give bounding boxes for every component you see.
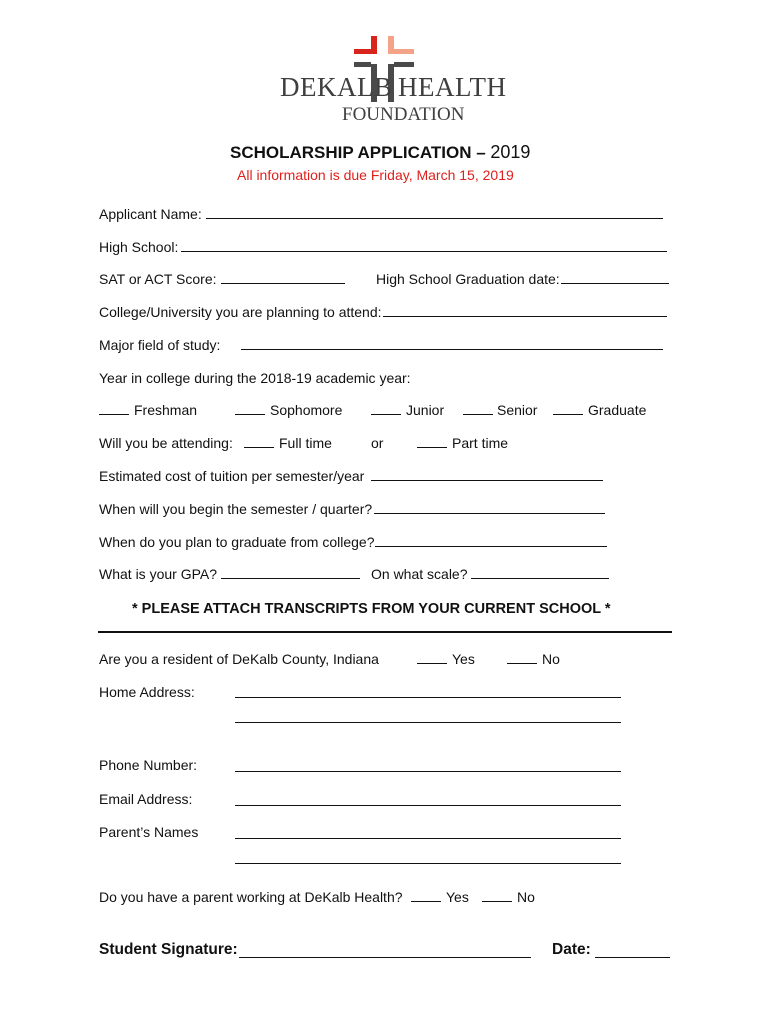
- resident-yes-label: Yes: [452, 651, 475, 667]
- graduate-label: Graduate: [588, 402, 647, 418]
- sophomore-label: Sophomore: [270, 402, 343, 418]
- student-signature-label: Student Signature:: [99, 941, 238, 958]
- transcripts-notice: * PLEASE ATTACH TRANSCRIPTS FROM YOUR CURRENT SCHOOL *: [132, 601, 611, 617]
- email-label: Email Address:: [99, 791, 193, 807]
- graduation-date-label: High School Graduation date:: [376, 271, 560, 287]
- email-field[interactable]: [235, 805, 621, 806]
- parent-yes-blank[interactable]: [411, 901, 441, 902]
- due-notice: All information is due Friday, March 15, 2019: [237, 167, 514, 183]
- begin-semester-label: When will you begin the semester / quarter?: [99, 501, 373, 517]
- or-label: or: [371, 435, 384, 451]
- year-in-college-label: Year in college during the 2018-19 academic year:: [99, 370, 411, 386]
- high-school-label: High School:: [99, 239, 179, 255]
- student-signature-field[interactable]: [239, 957, 531, 958]
- gpa-label: What is your GPA?: [99, 566, 218, 582]
- full-time-label: Full time: [279, 435, 332, 451]
- college-field[interactable]: [383, 316, 667, 317]
- date-field[interactable]: [595, 957, 670, 958]
- logo-word-left: DEKALB: [280, 72, 393, 102]
- gpa-field[interactable]: [221, 578, 360, 579]
- phone-field[interactable]: [235, 771, 621, 772]
- resident-yes-blank[interactable]: [417, 663, 447, 664]
- parents-field-2[interactable]: [235, 863, 621, 864]
- home-address-label: Home Address:: [99, 684, 195, 700]
- begin-semester-field[interactable]: [374, 513, 605, 514]
- senior-blank[interactable]: [463, 414, 493, 415]
- page-title: [230, 142, 530, 163]
- scale-label: On what scale?: [371, 566, 468, 582]
- resident-question: Are you a resident of DeKalb County, Indiana: [99, 651, 379, 667]
- title-text: SCHOLARSHIP APPLICATION –: [230, 143, 486, 162]
- parent-no-blank[interactable]: [482, 901, 512, 902]
- phone-label: Phone Number:: [99, 757, 198, 773]
- sat-act-field[interactable]: [221, 283, 345, 284]
- date-label: Date:: [552, 941, 591, 958]
- home-address-field-1[interactable]: [235, 697, 621, 698]
- parent-yes-label: Yes: [446, 889, 469, 905]
- senior-label: Senior: [497, 402, 538, 418]
- tuition-label: Estimated cost of tuition per semester/year: [99, 468, 365, 484]
- attending-label: Will you be attending:: [99, 435, 233, 451]
- sophomore-blank[interactable]: [235, 414, 265, 415]
- logo-word-right: HEALTH: [398, 72, 507, 102]
- major-label: Major field of study:: [99, 337, 221, 353]
- freshman-blank[interactable]: [99, 414, 129, 415]
- full-time-blank[interactable]: [244, 447, 274, 448]
- section-divider: [98, 631, 672, 633]
- parent-dekalb-question: Do you have a parent working at DeKalb Health?: [99, 889, 403, 905]
- resident-no-blank[interactable]: [507, 663, 537, 664]
- scale-field[interactable]: [471, 578, 609, 579]
- resident-no-label: No: [542, 651, 560, 667]
- graduation-date-field[interactable]: [561, 283, 669, 284]
- parent-no-label: No: [517, 889, 535, 905]
- graduate-college-field[interactable]: [375, 546, 607, 547]
- high-school-field[interactable]: [181, 251, 667, 252]
- parents-label: Parent’s Names: [99, 824, 199, 840]
- logo-subtitle: FOUNDATION: [342, 104, 465, 125]
- applicant-name-field[interactable]: [206, 218, 663, 219]
- college-label: College/University you are planning to attend:: [99, 304, 382, 320]
- part-time-blank[interactable]: [417, 447, 447, 448]
- home-address-field-2[interactable]: [235, 722, 621, 723]
- graduate-blank[interactable]: [553, 414, 583, 415]
- major-field[interactable]: [241, 349, 663, 350]
- part-time-label: Part time: [452, 435, 509, 451]
- graduate-college-label: When do you plan to graduate from college?: [99, 534, 375, 550]
- title-year: 2019: [490, 142, 531, 162]
- tuition-field[interactable]: [371, 480, 603, 481]
- junior-label: Junior: [406, 402, 445, 418]
- parents-field-1[interactable]: [235, 838, 621, 839]
- sat-act-label: SAT or ACT Score:: [99, 271, 217, 287]
- applicant-name-label: Applicant Name:: [99, 206, 202, 222]
- freshman-label: Freshman: [134, 402, 198, 418]
- junior-blank[interactable]: [371, 414, 401, 415]
